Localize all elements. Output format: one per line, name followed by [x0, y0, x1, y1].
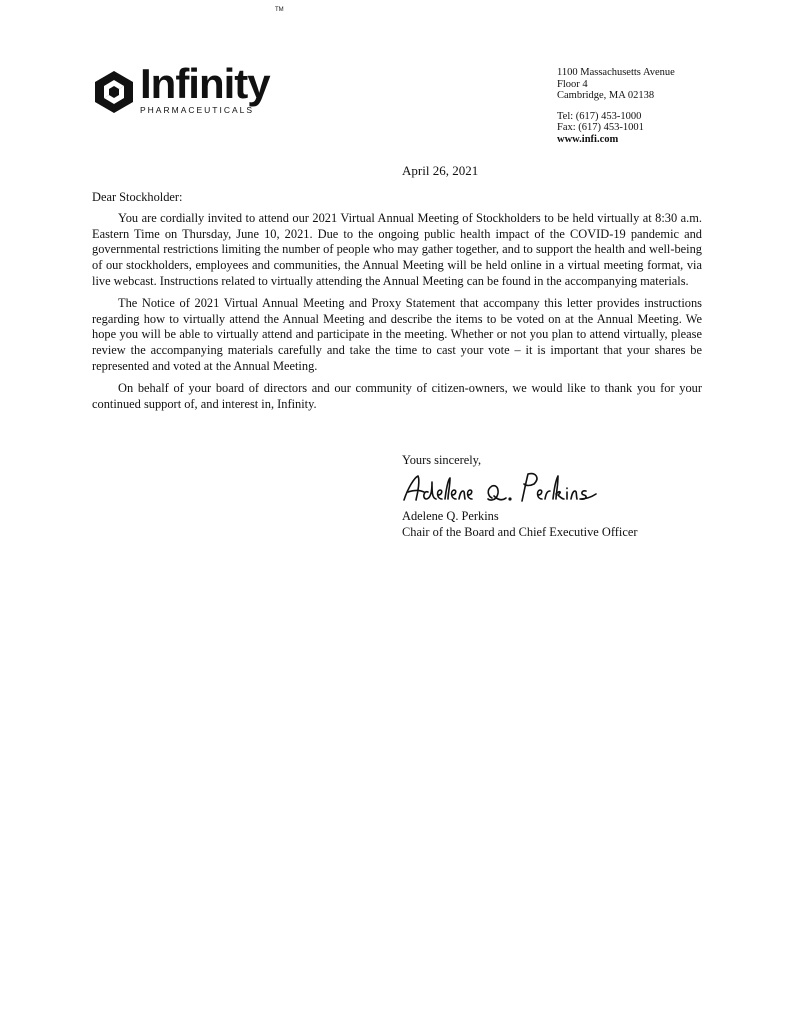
logo-subtitle: PHARMACEUTICALS [140, 105, 255, 115]
address-street: 1100 Massachusetts Avenue [557, 67, 675, 78]
logo-trademark: TM [275, 7, 284, 13]
address-floor: Floor 4 [557, 78, 588, 90]
logo-wordmark: Infinity [140, 60, 270, 107]
address-spacer [557, 102, 675, 111]
signer-title: Chair of the Board and Chief Executive Officer [402, 524, 638, 539]
closing: Yours sincerely, [402, 453, 482, 467]
address-tel: Tel: (617) 453-1000 [557, 110, 642, 122]
signer-block [402, 509, 637, 541]
salutation: Dear Stockholder: [92, 190, 183, 204]
paragraph-invitation: You are cordially invited to attend our 2021 Virtual Annual Meeting of Stockholders to be held virtually at 8:30 a.m. Eastern Time on Thursday, June 10, 2021. Due to the ongoing public health impact of the COVID-19 pandemic and governmental restrictions limiting the number of people who may gather together, and to support the health and well-being of our stockholders, employees and communities, the Annual Meeting will be held online in a virtual meeting format, via live webcast. Instructions related to virtually attending the Annual Meeting can be found in the accompanying materials. [92, 210, 702, 288]
company-address [557, 67, 675, 145]
letter-date: April 26, 2021 [402, 163, 479, 178]
paragraph-proxy-notice: The Notice of 2021 Virtual Annual Meeting and Proxy Statement that accompany this letter provides instructions regarding how to virtually attend the Annual Meeting and describe the items to be voted on at the Annual Meeting. We hope you will be able to virtually attend and participate in the meeting. Whether or not you plan to attend virtually, please review the accompanying materials carefully and take the time to cast your vote – it is important that your shares be represented and voted at the Annual Meeting. [92, 295, 702, 373]
paragraph-thanks: On behalf of your board of directors and our community of citizen-owners, we would like to thank you for your continued support of, and interest in, Infinity. [92, 380, 702, 411]
company-logo [92, 60, 292, 120]
address-city: Cambridge, MA 02138 [557, 90, 655, 101]
address-fax: Fax: (617) 453-1001 [557, 122, 644, 133]
letter-body [92, 190, 702, 418]
address-website-link[interactable]: www.infi.com [557, 133, 619, 145]
handwritten-signature [400, 468, 600, 506]
infinity-hexagon-logo-icon [92, 70, 136, 114]
signer-name: Adelene Q. Perkins [402, 509, 499, 523]
